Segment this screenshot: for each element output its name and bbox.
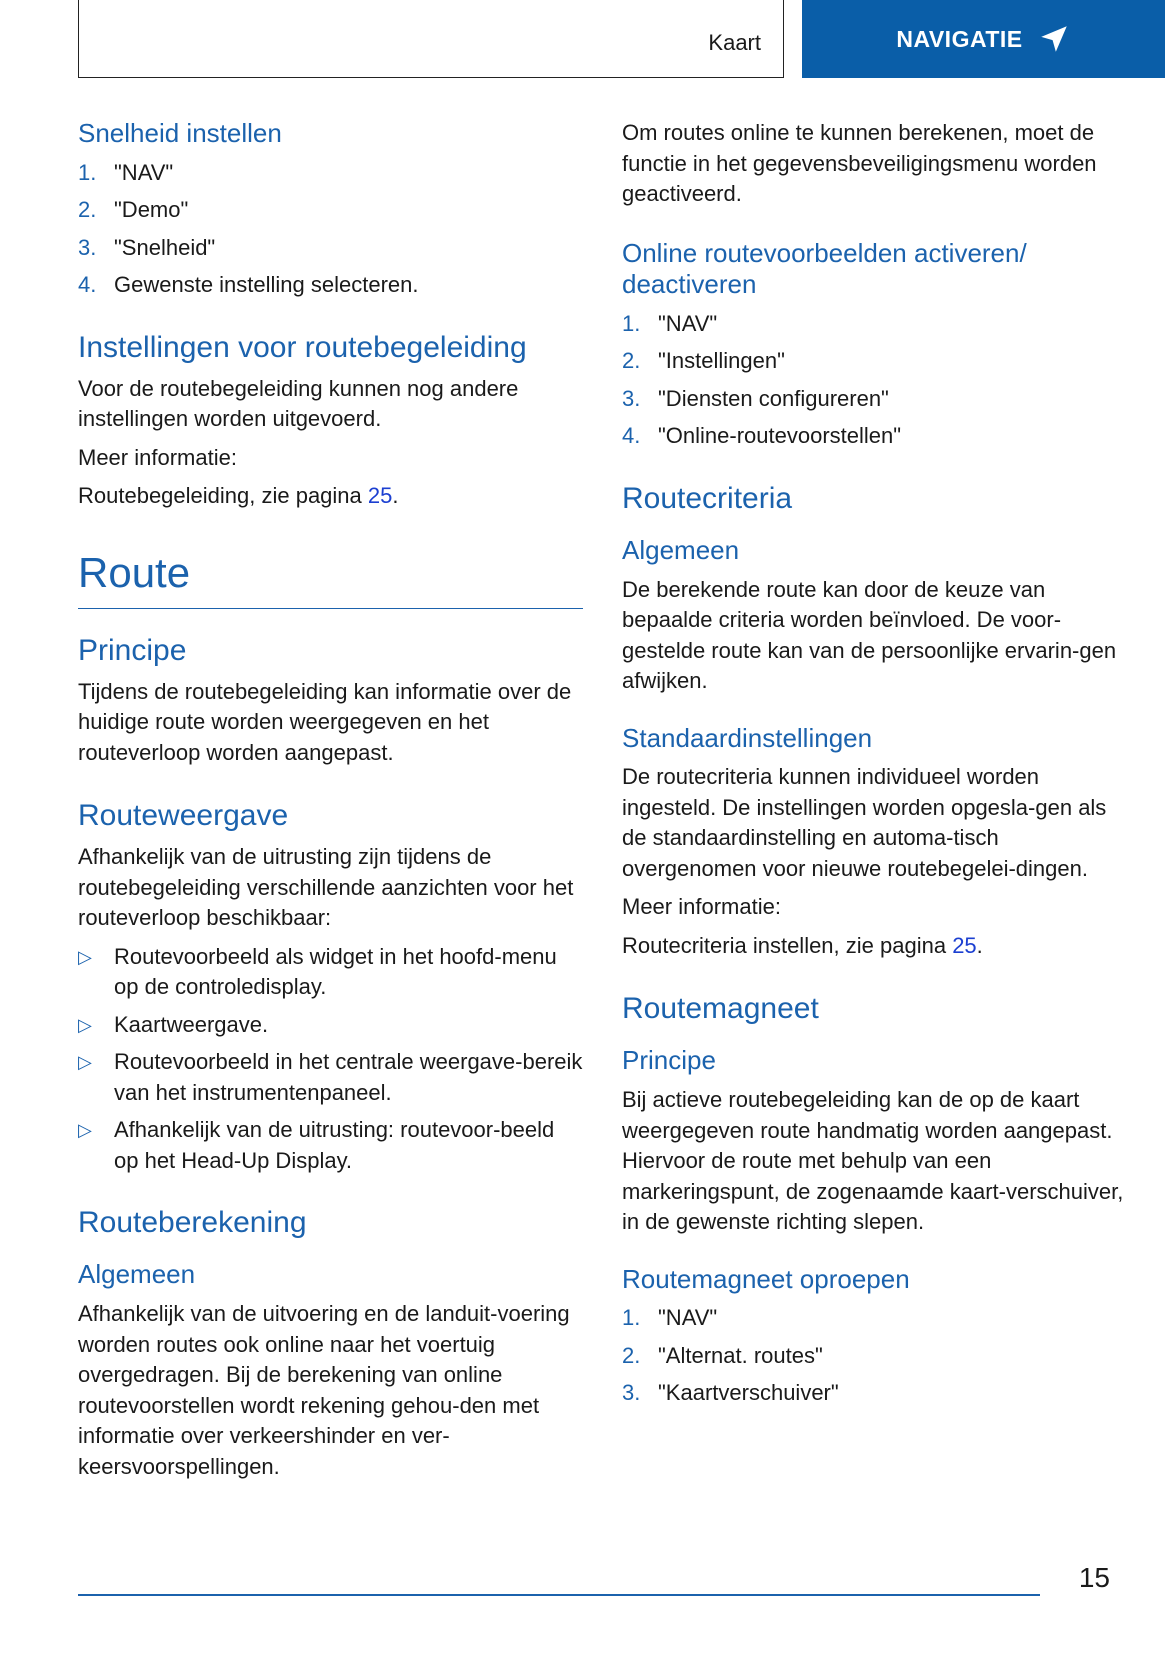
step-text: "NAV" (114, 159, 174, 185)
right-column (622, 118, 1127, 1416)
step-text: "Instellingen" (658, 348, 785, 374)
step-text: "Alternat. routes" (658, 1342, 823, 1368)
page-link[interactable]: 25 (367, 483, 393, 509)
heading-routemagneet-oproepen: Routemagneet oproepen (622, 1263, 910, 1294)
paragraph: Voor de routebegeleiding kunnen nog andere instellingen worden uitgevoerd. (78, 375, 519, 432)
paragraph: Afhankelijk van de uitvoering en de landuit-voering worden routes ook online naar het voertuig overgedragen. Bij de berekening van online routevoorstellen wordt rekening gehou-den met informatie over verkeershinder en ver-keersvoorspellingen. (78, 1301, 570, 1479)
list-item (78, 1010, 583, 1041)
step-text: "Kaartverschuiver" (658, 1380, 839, 1406)
heading-standaardinstellingen: Standaardinstellingen (622, 722, 873, 753)
steps-online (622, 309, 1127, 452)
step-text: "Online-routevoorstellen" (658, 423, 902, 449)
list-item (622, 1303, 1127, 1334)
paragraph: Afhankelijk van de uitrusting zijn tijdens de routebegeleiding verschillende aanzichten voor het routeverloop beschikbaar: (78, 844, 574, 931)
step-number: 3. (622, 385, 641, 411)
steps-routemagneet (622, 1303, 1127, 1409)
heading-routeberekening: Routeberekening (78, 1206, 307, 1240)
reference-text: Routecriteria instellen, zie pagina (622, 932, 953, 958)
list-item (78, 1115, 583, 1176)
list-item (622, 1378, 1127, 1409)
step-text: "Diensten configureren" (658, 385, 889, 411)
reference-text: Routebegeleiding, zie pagina (78, 483, 368, 509)
step-text: "Snelheid" (114, 234, 216, 260)
chapter-tab (802, 0, 1165, 78)
list-item (78, 233, 583, 264)
bullet-list-routeweergave (78, 942, 583, 1177)
chapter-label: NAVIGATIE (896, 25, 1023, 52)
heading-algemeen: Algemeen (78, 1259, 196, 1290)
step-text: "NAV" (658, 310, 718, 336)
heading-instellingen-routebegeleiding: Instellingen voor routebegeleiding (78, 330, 527, 364)
paragraph: De berekende route kan door de keuze van bepaalde criteria worden beïnvloed. De voor-gestelde route kan van de persoonlijke ervarin-gen afwijken. (622, 576, 1117, 694)
paragraph: Bij actieve routebegeleiding kan de op de kaart weergegeven route handmatig worden aangepast. Hiervoor de route met behulp van een markeringspunt, de zogenaamde kaart-verschuiver, in de gewenste richting slepen. (622, 1087, 1124, 1235)
heading-algemeen: Algemeen (622, 534, 740, 565)
paragraph: Om routes online te kunnen berekenen, moet de functie in het gegevensbeveiligingsmenu worden geactiveerd. (622, 120, 1097, 206)
reference-end: . (976, 932, 983, 958)
cross-reference (78, 481, 583, 512)
list-item (622, 1341, 1127, 1372)
step-number: 4. (622, 423, 641, 449)
heading-principe: Principe (622, 1045, 716, 1076)
step-number: 1. (622, 310, 641, 336)
step-number: 3. (622, 1380, 641, 1406)
triangle-bullet-icon: ▷ (78, 1014, 92, 1035)
list-item (78, 195, 583, 226)
list-item (78, 942, 583, 1003)
list-item (622, 309, 1127, 340)
header-section-box (78, 0, 784, 78)
step-text: "NAV" (658, 1305, 718, 1331)
heading-snelheid-instellen: Snelheid instellen (78, 118, 282, 148)
step-number: 1. (622, 1305, 641, 1331)
reference-end: . (392, 483, 399, 509)
step-number: 1. (78, 159, 97, 185)
steps-snelheid (78, 158, 583, 301)
section-label: Kaart (708, 30, 761, 55)
triangle-bullet-icon: ▷ (78, 1052, 92, 1073)
heading-routecriteria: Routecriteria (622, 481, 793, 515)
page-number: 15 (1078, 1562, 1110, 1593)
list-item (78, 270, 583, 301)
list-item (78, 1047, 583, 1108)
list-item (622, 384, 1127, 415)
navigation-arrow-icon (1037, 22, 1071, 56)
step-text: Gewenste instelling selecteren. (114, 272, 419, 298)
bullet-text: Routevoorbeeld in het centrale weergave-bereik van het instrumentenpaneel. (114, 1049, 583, 1105)
list-item (622, 346, 1127, 377)
page-link[interactable]: 25 (952, 932, 977, 958)
heading-route: Route (78, 550, 583, 609)
list-item (78, 158, 583, 189)
paragraph: De routecriteria kunnen individueel worden ingesteld. De instellingen worden opgesla-gen als de standaardinstelling en automa-tisch overgenomen voor nieuwe routebegelei-dingen. (622, 764, 1107, 881)
step-number: 2. (622, 348, 641, 374)
bullet-text: Routevoorbeeld als widget in het hoofd-menu op de controledisplay. (114, 943, 557, 1000)
paragraph: Tijdens de routebegeleiding kan informatie over de huidige route worden weergegeven en het routeverloop worden aangepast. (78, 678, 572, 765)
triangle-bullet-icon: ▷ (78, 946, 92, 967)
bullet-text: Afhankelijk van de uitrusting: routevoor-beeld op het Head-Up Display. (114, 1117, 555, 1173)
step-number: 3. (78, 234, 97, 260)
heading-routemagneet: Routemagneet (622, 992, 819, 1026)
heading-online-routevoorbeelden: Online routevoorbeelden activeren/ deactiveren (622, 237, 1027, 300)
triangle-bullet-icon: ▷ (78, 1120, 92, 1141)
step-text: "Demo" (114, 197, 189, 223)
step-number: 2. (622, 1342, 641, 1368)
footer-rule (78, 1594, 1040, 1596)
paragraph: Meer informatie: (622, 894, 781, 920)
list-item (622, 421, 1127, 452)
paragraph: Meer informatie: (78, 444, 237, 470)
bullet-text: Kaartweergave. (114, 1011, 269, 1037)
left-column (78, 118, 583, 1490)
cross-reference (622, 931, 1127, 962)
step-number: 4. (78, 272, 97, 298)
heading-principe: Principe (78, 633, 187, 667)
heading-routeweergave: Routeweergave (78, 799, 289, 833)
step-number: 2. (78, 197, 97, 223)
